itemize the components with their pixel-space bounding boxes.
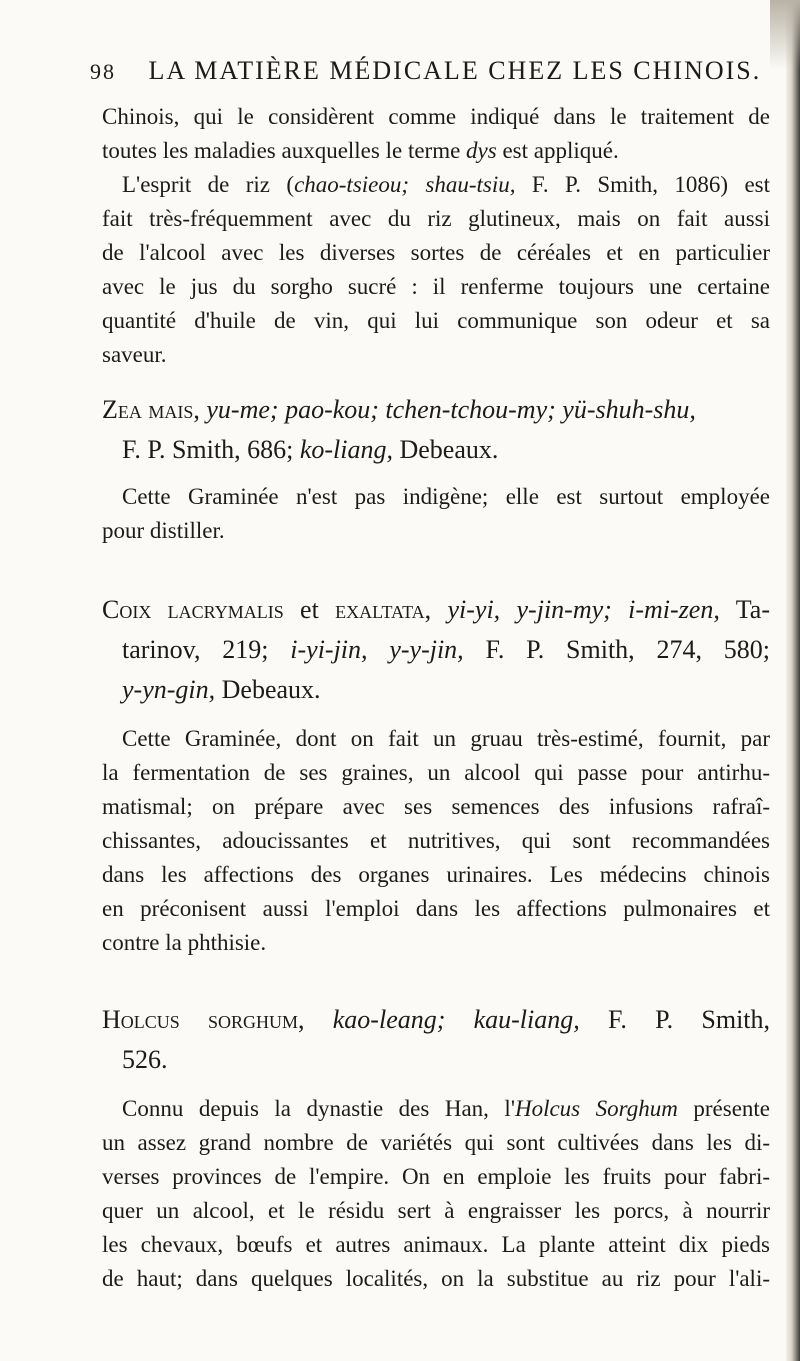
text-line: L'esprit de riz (chao-tsieou; shau-tsiu, F. P. Smith, 1086) est <box>122 172 770 197</box>
entry-heading-zea: Zea mais, yu-me; pao-kou; tchen-tchou-my; yü-shuh-shu, <box>102 395 696 424</box>
text-line: Cette Graminée, dont on fait un gruau très-estimé, fournit, par <box>122 726 770 751</box>
text-line: saveur. <box>102 342 167 367</box>
entry-heading-coix-cont2: y-yn-gin, Debeaux. <box>122 675 321 704</box>
page-edge-shadow <box>786 0 800 1361</box>
text-line: Chinois, qui le considèrent comme indiqué dans le traitement de <box>102 104 770 129</box>
text-line: chissantes, adoucissantes et nutritives, qui sont recommandées <box>102 828 770 853</box>
running-header <box>90 56 770 96</box>
text-line: verses provinces de l'empire. On en emploie les fruits pour fabri- <box>102 1164 770 1189</box>
text-line: avec le jus du sorgho sucré : il renferme toujours une certaine <box>102 274 770 299</box>
text-line: en préconisent aussi l'emploi dans les affections pulmonaires et <box>102 896 770 921</box>
text-line: les chevaux, bœufs et autres animaux. La plante atteint dix pieds <box>102 1232 770 1257</box>
entry-heading-holcus: Holcus sorghum, kao-leang; kau-liang, F. P. Smith, <box>102 1005 771 1034</box>
text-line: la fermentation de ses graines, un alcool qui passe pour antirhu- <box>102 760 770 785</box>
text-line: fait très-fréquemment avec du riz glutineux, mais on fait aussi <box>102 206 770 231</box>
text-line: quantité d'huile de vin, qui lui communique son odeur et sa <box>102 308 770 333</box>
text-line: Connu depuis la dynastie des Han, l'Holcus Sorghum présente <box>122 1096 770 1121</box>
text-line: de haut; dans quelques localités, on la substitue au riz pour l'ali- <box>102 1266 770 1291</box>
text-line: quer un alcool, et le résidu sert à engraisser les porcs, à nourrir <box>102 1198 770 1223</box>
text-line: dans les affections des organes urinaires. Les médecins chinois <box>102 862 770 887</box>
text-line: de l'alcool avec les diverses sortes de céréales et en particulier <box>102 240 770 265</box>
text-line: Cette Graminée n'est pas indigène; elle est surtout employée <box>122 484 770 509</box>
text-line: pour distiller. <box>102 518 225 543</box>
text-line: matismal; on prépare avec ses semences des infusions rafraî- <box>102 794 770 819</box>
text-line: toutes les maladies auxquelles le terme dys est appliqué. <box>102 138 619 163</box>
entry-heading-coix-cont: tarinov, 219; i-yi-jin, y-y-jin, F. P. Smith, 274, 580; <box>122 635 770 664</box>
text-line: un assez grand nombre de variétés qui sont cultivées dans les di- <box>102 1130 770 1155</box>
running-title: LA MATIÈRE MÉDICALE CHEZ LES CHINOIS. <box>148 56 762 85</box>
page-number: 98 <box>90 59 116 84</box>
page-corner-shadow <box>770 0 800 70</box>
entry-heading-holcus-cont: 526. <box>122 1045 168 1074</box>
entry-heading-coix: Coix lacrymalis et exaltata, yi-yi, y-jin-my; i-mi-zen, Ta- <box>102 595 771 624</box>
text-line: contre la phthisie. <box>102 930 267 955</box>
entry-heading-zea-cont: F. P. Smith, 686; ko-liang, Debeaux. <box>122 435 499 464</box>
